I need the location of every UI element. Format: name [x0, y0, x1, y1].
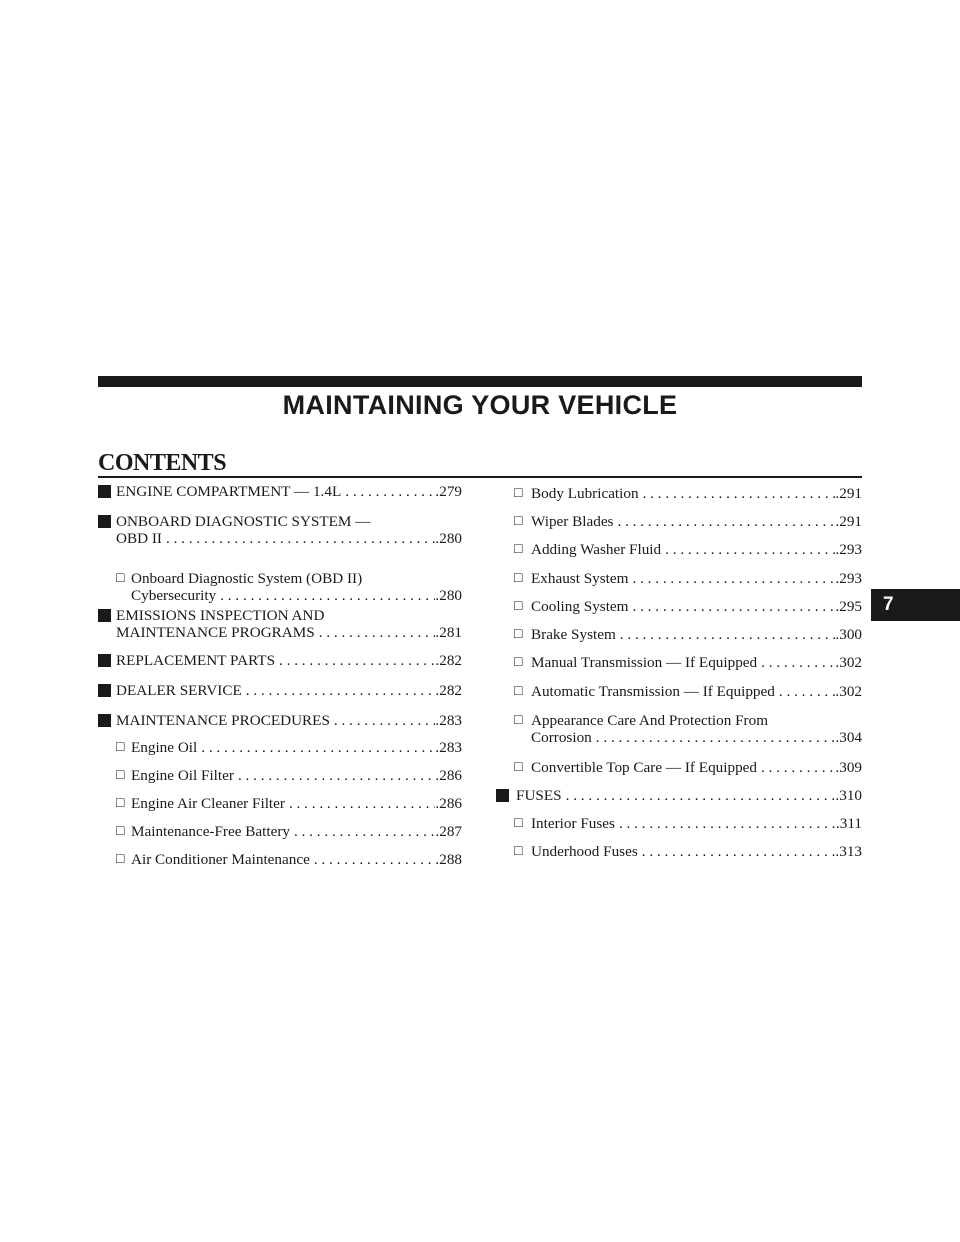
subsection-bullet-icon: □	[514, 816, 523, 831]
contents-heading: CONTENTS	[98, 450, 227, 476]
subsection-bullet-icon: □	[514, 684, 523, 699]
dot-leader	[775, 683, 836, 700]
toc-subsection-entry[interactable]	[514, 570, 862, 587]
section-bullet-icon	[98, 485, 111, 502]
subsection-bullet-icon: □	[116, 852, 125, 867]
contents-rule	[98, 476, 862, 478]
section-bullet-icon	[98, 714, 111, 731]
chapter-tab[interactable]: 7	[871, 589, 960, 621]
dot-leader	[639, 485, 836, 502]
subsection-bullet-icon: □	[514, 571, 523, 586]
dot-leader	[628, 598, 835, 615]
toc-section-entry[interactable]	[116, 712, 462, 729]
subsection-bullet-icon: □	[116, 824, 125, 839]
dot-leader	[315, 624, 436, 641]
toc-section-entry[interactable]	[116, 483, 462, 500]
toc-page-number: .280	[435, 587, 462, 604]
subsection-bullet-icon: □	[514, 542, 523, 557]
toc-entry-text: Manual Transmission — If Equipped	[531, 654, 758, 671]
toc-page-number: .302	[835, 654, 862, 671]
toc-page-number: .283	[435, 739, 462, 756]
dot-leader	[234, 767, 435, 784]
chapter-title: MAINTAINING YOUR VEHICLE	[282, 390, 678, 420]
toc-page-number: .291	[835, 513, 862, 530]
toc-page-number: .302	[835, 683, 862, 700]
toc-entry-text: REPLACEMENT PARTS	[116, 652, 276, 669]
toc-entry-text: Onboard Diagnostic System (OBD II)	[131, 570, 363, 587]
toc-page-number: .287	[435, 823, 462, 840]
subsection-bullet-icon: □	[514, 627, 523, 642]
dot-leader	[628, 570, 835, 587]
toc-entry-text: ENGINE COMPARTMENT — 1.4L	[116, 483, 342, 500]
dot-leader	[216, 587, 435, 604]
toc-entry-text: MAINTENANCE PROCEDURES	[116, 712, 330, 729]
dot-leader	[616, 626, 836, 643]
toc-page-number: .282	[435, 682, 462, 699]
dot-leader	[562, 787, 836, 804]
toc-subsection-entry[interactable]	[514, 654, 862, 671]
toc-subsection-entry[interactable]	[514, 598, 862, 615]
subsection-bullet-icon: □	[514, 514, 523, 529]
dot-leader	[285, 795, 435, 812]
toc-section-entry[interactable]	[116, 607, 462, 641]
dot-leader	[275, 652, 435, 669]
toc-subsection-entry[interactable]	[514, 541, 862, 558]
toc-entry-text: Engine Oil	[131, 739, 198, 756]
toc-entry-text: Interior Fuses	[531, 815, 615, 832]
subsection-bullet-icon: □	[116, 571, 125, 586]
section-bullet-icon	[98, 654, 111, 671]
toc-page-number: .291	[835, 485, 862, 502]
section-bullet-icon	[98, 609, 111, 626]
toc-section-entry[interactable]	[116, 513, 462, 547]
dot-leader	[330, 712, 436, 729]
dot-leader	[197, 739, 435, 756]
dot-leader	[757, 759, 835, 776]
toc-page-number: .282	[435, 652, 462, 669]
toc-entry-text: Cooling System	[531, 598, 629, 615]
toc-entry-text: Engine Oil Filter	[131, 767, 234, 784]
dot-leader	[162, 530, 435, 547]
toc-subsection-entry[interactable]	[514, 683, 862, 700]
dot-leader	[341, 483, 435, 500]
toc-page-number: .310	[835, 787, 862, 804]
toc-section-entry[interactable]	[516, 787, 862, 804]
toc-subsection-entry[interactable]	[514, 626, 862, 643]
section-bullet-icon	[98, 515, 111, 532]
toc-page-number: .293	[835, 541, 862, 558]
section-bullet-icon	[98, 684, 111, 701]
toc-page-number: .279	[435, 483, 462, 500]
toc-entry-text: FUSES	[516, 787, 562, 804]
toc-section-entry[interactable]	[116, 652, 462, 669]
toc-page-number: .280	[435, 530, 462, 547]
dot-leader	[638, 843, 836, 860]
toc-subsection-entry[interactable]	[514, 815, 862, 832]
toc-subsection-entry[interactable]	[514, 712, 862, 746]
toc-subsection-entry[interactable]	[116, 570, 462, 604]
dot-leader	[757, 654, 835, 671]
toc-page-number: .288	[435, 851, 462, 868]
subsection-bullet-icon: □	[514, 844, 523, 859]
toc-entry-text: OBD II	[116, 530, 162, 547]
toc-entry-text: Exhaust System	[531, 570, 629, 587]
toc-page-number: .311	[835, 815, 862, 832]
toc-page-number: .281	[435, 624, 462, 641]
toc-entry-text: Body Lubrication	[531, 485, 639, 502]
toc-subsection-entry[interactable]	[514, 843, 862, 860]
toc-subsection-entry[interactable]	[514, 485, 862, 502]
subsection-bullet-icon: □	[514, 760, 523, 775]
dot-leader	[615, 815, 836, 832]
toc-subsection-entry[interactable]	[116, 823, 462, 840]
toc-page-number: .293	[835, 570, 862, 587]
toc-entry-text: Convertible Top Care — If Equipped	[531, 759, 757, 776]
toc-entry-text: ONBOARD DIAGNOSTIC SYSTEM —	[116, 513, 371, 530]
toc-page-number: .295	[835, 598, 862, 615]
toc-subsection-entry[interactable]	[514, 513, 862, 530]
toc-entry-text: Air Conditioner Maintenance	[131, 851, 310, 868]
subsection-bullet-icon: □	[514, 713, 523, 728]
toc-page-number: .309	[835, 759, 862, 776]
dot-leader	[592, 729, 836, 746]
dot-leader	[242, 682, 436, 699]
toc-subsection-entry[interactable]	[116, 739, 462, 756]
dot-leader	[310, 851, 436, 868]
toc-entry-text: Adding Washer Fluid	[531, 541, 662, 558]
toc-subsection-entry[interactable]	[514, 759, 862, 776]
toc-subsection-entry[interactable]	[116, 851, 462, 868]
toc-entry-text: Engine Air Cleaner Filter	[131, 795, 285, 812]
toc-entry-text: DEALER SERVICE	[116, 682, 242, 699]
toc-entry-text: Underhood Fuses	[531, 843, 638, 860]
subsection-bullet-icon: □	[116, 740, 125, 755]
toc-entry-text: Brake System	[531, 626, 616, 643]
toc-page-number: .283	[435, 712, 462, 729]
toc-entry-text: Maintenance-Free Battery	[131, 823, 290, 840]
top-rule	[98, 376, 862, 387]
toc-page-number: .286	[435, 767, 462, 784]
toc-page-number: .304	[835, 729, 862, 746]
subsection-bullet-icon: □	[514, 655, 523, 670]
subsection-bullet-icon: □	[116, 768, 125, 783]
toc-subsection-entry[interactable]	[116, 767, 462, 784]
dot-leader	[613, 513, 835, 530]
dot-leader	[661, 541, 835, 558]
toc-entry-text: MAINTENANCE PROGRAMS	[116, 624, 315, 641]
toc-entry-text: EMISSIONS INSPECTION AND	[116, 607, 325, 624]
toc-entry-text: Automatic Transmission — If Equipped	[531, 683, 775, 700]
toc-page-number: .313	[835, 843, 862, 860]
toc-page-number: .300	[835, 626, 862, 643]
dot-leader	[290, 823, 435, 840]
toc-entry-text: Appearance Care And Protection From	[531, 712, 769, 729]
toc-entry-text: Cybersecurity	[131, 587, 217, 604]
toc-entry-text: Wiper Blades	[531, 513, 614, 530]
toc-entry-text: Corrosion	[531, 729, 592, 746]
subsection-bullet-icon: □	[514, 599, 523, 614]
toc-section-entry[interactable]	[116, 682, 462, 699]
toc-subsection-entry[interactable]	[116, 795, 462, 812]
subsection-bullet-icon: □	[514, 486, 523, 501]
subsection-bullet-icon: □	[116, 796, 125, 811]
section-bullet-icon	[496, 789, 509, 806]
toc-page-number: .286	[435, 795, 462, 812]
